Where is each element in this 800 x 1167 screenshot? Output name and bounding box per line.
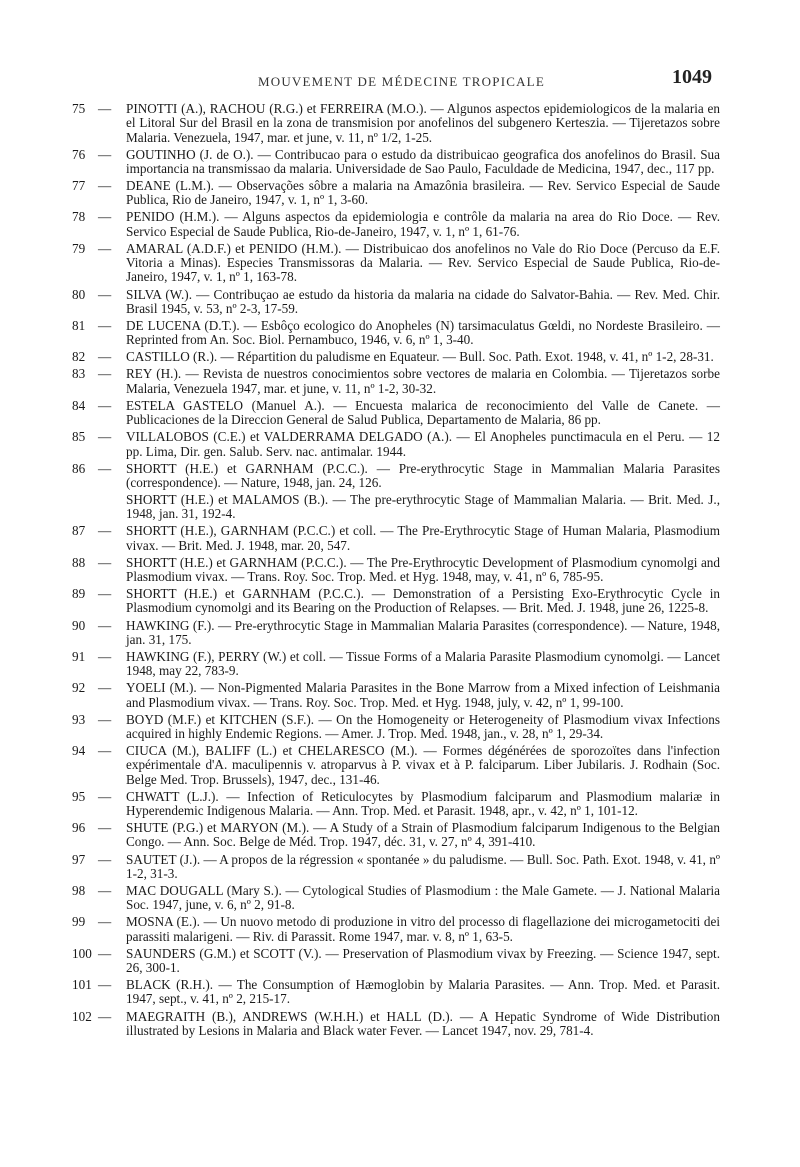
reference-number: 91	[72, 648, 86, 664]
reference-dash: —	[98, 523, 112, 539]
reference-text: DEANE (L.M.). — Observações sôbre a malaria na Amazônia brasileira. — Rev. Servico Especial de Saude Publica, Rio de Janeiro, 1947, v. 1, nº 1, 3-60.	[126, 178, 720, 208]
reference-dash: —	[98, 317, 112, 333]
reference-number: 98	[72, 882, 86, 898]
reference-entry	[72, 945, 720, 976]
reference-dash: —	[98, 554, 112, 570]
reference-text: SHORTT (H.E.) et GARNHAM (P.C.C.). — Pre-erythrocytic Stage in Mammalian Malaria Parasites (correspondence). — Nature, 1948, jan. 24, 126.	[126, 460, 720, 490]
reference-entry	[72, 554, 720, 585]
reference-number: 102	[72, 1008, 92, 1024]
reference-entry	[72, 648, 720, 679]
reference-entry	[72, 286, 720, 317]
page-header	[78, 62, 720, 102]
reference-number: 81	[72, 317, 86, 333]
reference-text: YOELI (M.). — Non-Pigmented Malaria Parasites in the Bone Marrow from a Mixed infection of Leishmania and Plasmodium vivax. — Trans. Roy. Soc. Trop. Med. et Hyg. 1948, july, v. 42, nº 1, 99-100.	[126, 680, 720, 710]
reference-number: 82	[72, 349, 86, 365]
reference-dash: —	[98, 977, 112, 993]
reference-entry	[72, 429, 720, 459]
reference-dash: —	[98, 178, 112, 194]
reference-number: 94	[72, 743, 86, 759]
reference-entry	[72, 523, 720, 553]
reference-entry	[72, 209, 720, 239]
reference-number: 84	[72, 397, 86, 413]
reference-dash: —	[98, 680, 112, 696]
reference-number: 85	[72, 429, 86, 445]
reference-entry	[72, 240, 720, 285]
reference-dash: —	[98, 617, 112, 633]
reference-text: SHORTT (H.E.) et MALAMOS (B.). — The pre-erythrocytic Stage of Mammalian Malaria. — Brit. Med. J., 1948, jan. 31, 192-4.	[126, 491, 720, 522]
reference-entry	[72, 788, 720, 819]
reference-text: SHORTT (H.E.) et GARNHAM (P.C.C.). — Demonstration of a Persisting Exo-Erythrocytic Cycle in Plasmodium cynomolgi and its Bearing on the Production of Relapses. — Brit. Med. J. 1948, june 26, 1225-8.	[126, 586, 720, 616]
reference-text: BLACK (R.H.). — The Consumption of Hæmoglobin by Malaria Parasites. — Ann. Trop. Med. et Parasit. 1947, sept., v. 41, nº 2, 215-17.	[126, 977, 720, 1007]
reference-dash: —	[98, 101, 112, 116]
reference-text: SAUNDERS (G.M.) et SCOTT (V.). — Preservation of Plasmodium vivax by Freezing. — Science 1947, sept. 26, 300-1.	[126, 945, 720, 976]
reference-number: 93	[72, 711, 86, 727]
reference-text: PENIDO (H.M.). — Alguns aspectos da epidemiologia e contrôle da malaria na area do Rio Doce. — Rev. Servico Especial de Saude Publica, Rio-de-Janeiro, 1947, v. 1, nº 1, 61-76.	[126, 209, 720, 239]
reference-text: GOUTINHO (J. de O.). — Contribucao para o estudo da distribuicao geografica dos anofelinos do Brasil. Sua importancia na transmissao da malaria. Universidade de Sao Paulo, Faculdade de Medicina, 1947, dec., 117 pp.	[126, 146, 720, 176]
reference-entry	[72, 146, 720, 177]
reference-dash: —	[98, 429, 112, 445]
reference-number: 88	[72, 554, 86, 570]
reference-number: 101	[72, 977, 92, 993]
reference-entry	[72, 617, 720, 648]
reference-entry	[72, 101, 720, 145]
reference-dash: —	[98, 366, 112, 382]
reference-dash: —	[98, 1008, 112, 1024]
reference-dash: —	[98, 648, 112, 664]
reference-dash: —	[98, 240, 112, 256]
reference-text: ESTELA GASTELO (Manuel A.). — Encuesta malarica de reconocimiento del Valle de Canete. — Publicaciones de la Direccion General de Salud Publica, Departamento de Malaria, 86 pp.	[126, 397, 720, 428]
reference-number: 99	[72, 914, 86, 930]
reference-text: SILVA (W.). — Contribuçao ae estudo da historia da malaria na cidade do Salvator-Bahia. — Rev. Med. Chir. Brasil 1945, v. 53, nº 2-3, 17-59.	[126, 286, 720, 316]
page-number: 1049	[672, 66, 712, 88]
reference-dash: —	[98, 349, 112, 365]
reference-entry	[72, 1008, 720, 1039]
reference-number: 78	[72, 209, 86, 225]
reference-text: DE LUCENA (D.T.). — Esbôço ecologico do Anopheles (N) tarsimaculatus Gœldi, no Nordeste Brasileiro. — Reprinted from An. Soc. Biol. Pernambuco, 1946, v. 6, nº 1, 3-40.	[126, 317, 720, 348]
reference-text: PINOTTI (A.), RACHOU (R.G.) et FERREIRA (M.O.). — Algunos aspectos epidemiologicos de la malaria en el Litoral Sur del Brasil en la zona de transmision por anofelinos del subgenero Kerteszia. — Tijeretazos sobre Malaria. Venezuela, 1947, mar. et june, v. 11, nº 1/2, 1-25.	[126, 101, 720, 145]
reference-dash: —	[98, 146, 112, 162]
reference-entry	[72, 820, 720, 850]
reference-text: MOSNA (E.). — Un nuovo metodo di produzione in vitro del processo di flagellazione dei microgametociti dei parassiti malarigeni. — Riv. di Parassit. Rome 1947, mar. v. 8, nº 1, 63-5.	[126, 914, 720, 944]
reference-dash: —	[98, 851, 112, 867]
reference-entry	[72, 914, 720, 944]
reference-number: 92	[72, 680, 86, 696]
reference-number: 97	[72, 851, 86, 867]
reference-text: BOYD (M.F.) et KITCHEN (S.F.). — On the Homogeneity or Heterogeneity of Plasmodium vivax Infections acquired in highly Endemic Regions. — Amer. J. Trop. Med. 1948, jan., v. 28, nº 1, 29-34.	[126, 711, 720, 742]
reference-number: 87	[72, 523, 86, 539]
reference-entry	[78, 493, 720, 522]
reference-number: 77	[72, 178, 86, 194]
reference-entry	[72, 711, 720, 742]
reference-number: 90	[72, 617, 86, 633]
reference-number: 79	[72, 240, 86, 256]
reference-number: 76	[72, 146, 86, 162]
reference-number: 86	[72, 460, 86, 476]
reference-list	[72, 101, 720, 1038]
reference-text: MAC DOUGALL (Mary S.). — Cytological Studies of Plasmodium : the Male Gamete. — J. National Malaria Soc. 1947, june, v. 6, nº 2, 91-8.	[126, 882, 720, 913]
reference-entry	[72, 366, 720, 396]
reference-text: REY (H.). — Revista de nuestros conocimientos sobre vectores de malaria en Colombia. — Tijeretazos sorbe Malaria, Venezuela 1947, mar. et june, v. 11, nº 1-2, 30-32.	[126, 366, 720, 396]
reference-text: VILLALOBOS (C.E.) et VALDERRAMA DELGADO (A.). — El Anopheles punctimacula en el Peru. — 12 pp. Lima, Dir. gen. Salub. Serv. nac. antimalar. 1944.	[126, 429, 720, 459]
reference-entry	[72, 349, 720, 365]
reference-entry	[72, 977, 720, 1007]
reference-text: HAWKING (F.). — Pre-erythrocytic Stage in Mammalian Malaria Parasites (correspondence). — Nature, 1948, jan. 31, 175.	[126, 617, 720, 647]
reference-text: HAWKING (F.), PERRY (W.) et coll. — Tissue Forms of a Malaria Parasite Plasmodium cynomolgi. — Lancet 1948, may 22, 783-9.	[126, 648, 720, 679]
reference-text: MAEGRAITH (B.), ANDREWS (W.H.H.) et HALL (D.). — A Hepatic Syndrome of Wide Distribution illustrated by Lesions in Malaria and Black water Fever. — Lancet 1947, nov. 29, 781-4.	[126, 1008, 720, 1038]
reference-number: 89	[72, 586, 86, 602]
reference-number: 75	[72, 101, 86, 116]
reference-dash: —	[98, 820, 112, 836]
reference-entry	[72, 882, 720, 913]
reference-entry	[72, 397, 720, 428]
reference-dash: —	[98, 711, 112, 727]
reference-dash: —	[98, 914, 112, 930]
reference-entry	[72, 743, 720, 787]
reference-entry	[72, 851, 720, 882]
reference-dash: —	[98, 397, 112, 413]
reference-number: 83	[72, 366, 86, 382]
reference-text: SHUTE (P.G.) et MARYON (M.). — A Study of a Strain of Plasmodium falciparum Indigenous to the Belgian Congo. — Ann. Soc. Belge de Méd. Trop. 1947, déc. 31, v. 27, nº 4, 391-410.	[126, 820, 720, 850]
reference-dash: —	[98, 788, 112, 804]
reference-dash: —	[98, 945, 112, 961]
reference-text: SHORTT (H.E.), GARNHAM (P.C.C.) et coll. — The Pre-Erythrocytic Stage of Human Malaria, Plasmodium vivax. — Brit. Med. J. 1948, mar. 20, 547.	[126, 523, 720, 553]
reference-dash: —	[98, 882, 112, 898]
reference-text: AMARAL (A.D.F.) et PENIDO (H.M.). — Distribuicao dos anofelinos no Vale do Rio Doce (Percuso da E.F. Vitoria a Minas). Especies Transmissoras da Malaria. — Rev. Servico Especial de Saude Publica, Rio-de-Janeiro, 1947, v. 1, nº 1, 163-78.	[126, 240, 720, 285]
reference-entry	[72, 680, 720, 710]
reference-entry	[72, 460, 720, 491]
reference-text: CIUCA (M.), BALIFF (L.) et CHELARESCO (M.). — Formes dégénérées de sporozoïtes dans l'infection expérimentale d'A. maculipennis v. atroparvus à P. vivax et à P. falciparum. Liber Jubilaris. J. Rodhain (Soc. Belge Med. Trop. Brussels), 1947, dec., 131-46.	[126, 743, 720, 787]
reference-number: 95	[72, 788, 86, 804]
reference-number: 80	[72, 286, 86, 302]
reference-entry	[72, 178, 720, 208]
reference-entry	[72, 317, 720, 348]
reference-entry	[72, 586, 720, 616]
reference-text: SHORTT (H.E.) et GARNHAM (P.C.C.). — The Pre-Erythrocytic Development of Plasmodium cynomolgi and Plasmodium vivax. — Trans. Roy. Soc. Trop. Med. et Hyg. 1948, may, v. 41, nº 6, 785-95.	[126, 554, 720, 585]
reference-dash: —	[98, 209, 112, 225]
reference-dash: —	[98, 460, 112, 476]
reference-dash: —	[98, 286, 112, 302]
reference-text: CHWATT (L.J.). — Infection of Reticulocytes by Plasmodium falciparum and Plasmodium malariæ in Hyperendemic Indigenous Malaria. — Ann. Trop. Med. et Parasit. 1948, apr., v. 42, nº 1, 101-12.	[126, 788, 720, 819]
reference-text: CASTILLO (R.). — Répartition du paludisme en Equateur. — Bull. Soc. Path. Exot. 1948, v. 41, nº 1-2, 28-31.	[126, 349, 714, 365]
running-title: MOUVEMENT DE MÉDECINE TROPICALE	[258, 74, 545, 89]
reference-text: SAUTET (J.). — A propos de la régression « spontanée » du paludisme. — Bull. Soc. Path. Exot. 1948, v. 41, nº 1-2, 31-3.	[126, 851, 720, 881]
reference-number: 96	[72, 820, 86, 836]
reference-dash: —	[98, 743, 112, 759]
document-page	[72, 62, 720, 1041]
reference-dash: —	[98, 586, 112, 602]
reference-number: 100	[72, 945, 92, 961]
